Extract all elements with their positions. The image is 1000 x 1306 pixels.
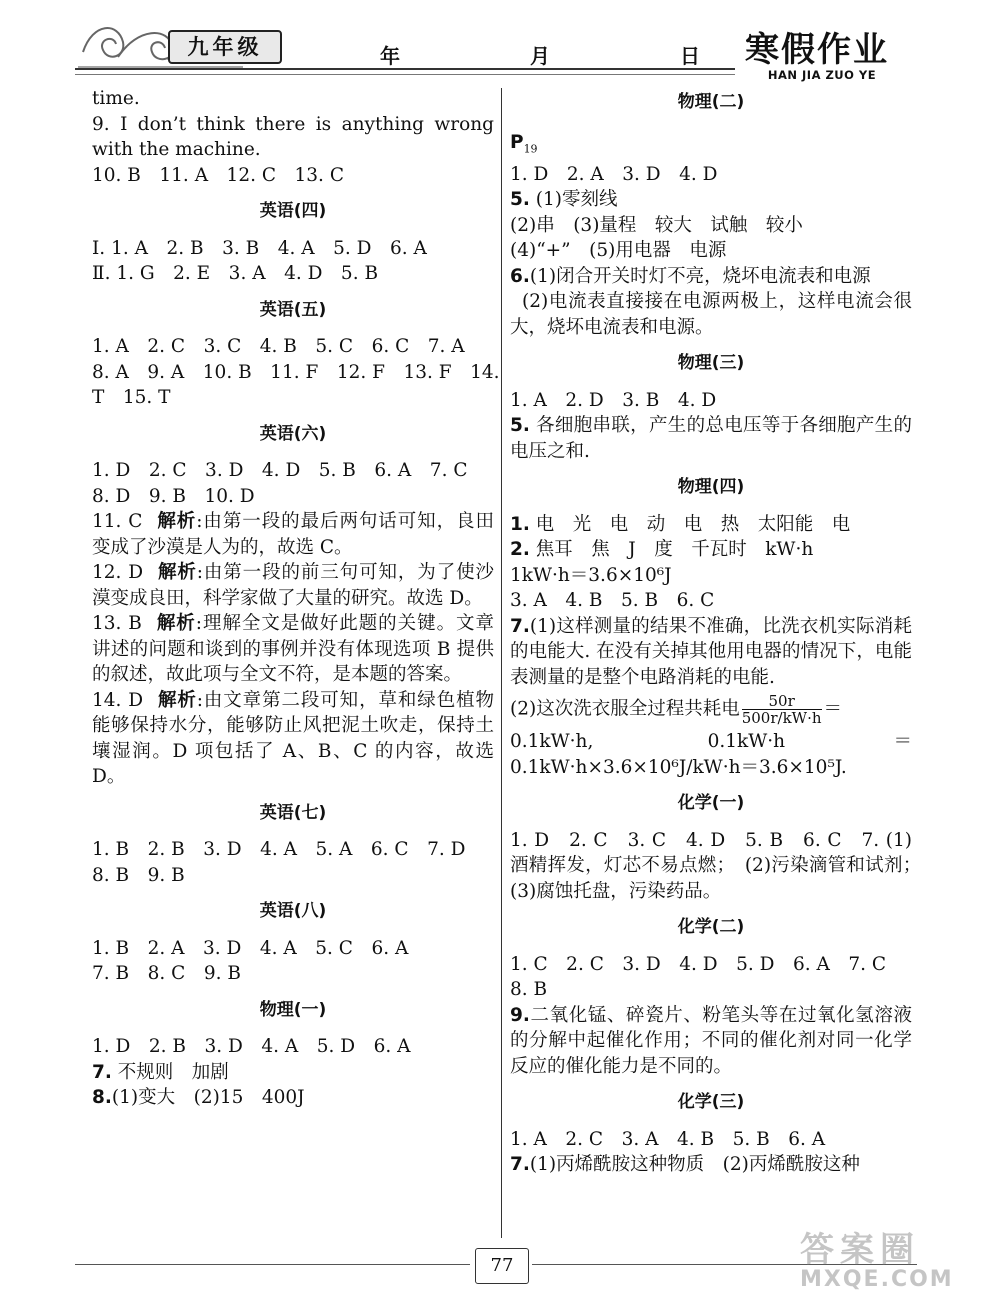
- answer-line: 1. A 2. D 3. B 4. D: [510, 389, 717, 411]
- explanation-text: :由第一段的前三句可知，为了使沙漠变成良田，科学家做了大量的研究。故选 D。: [92, 562, 494, 609]
- formula-equals: ＝: [823, 698, 843, 720]
- section-title-english-5: 英语(五): [259, 299, 327, 320]
- section-title-physics-2: 物理(二): [677, 92, 745, 112]
- section-title-english-4: 英语(四): [259, 201, 327, 221]
- watermark-text: 答案圈: [800, 1230, 920, 1270]
- answer-line: 8. A 9. A 10. B 11. F 12. F 13. F 14.: [92, 361, 500, 383]
- explanation-11: [92, 509, 494, 560]
- answer-line: [510, 264, 912, 290]
- answer-number: 5.: [510, 189, 530, 211]
- answer-line: 1. D 2. B 3. D 4. A 5. D 6. A: [92, 1036, 411, 1057]
- answer-line: Ⅰ. 1. A 2. B 3. B 4. A 5. D 6. A: [92, 237, 427, 259]
- answer-text: (1)零刻线: [535, 189, 618, 211]
- answer-number: 12. D: [92, 562, 144, 583]
- answer-line: [510, 187, 912, 213]
- page-reference-letter: P: [510, 131, 524, 153]
- answer-line: 1. B 2. B 3. D 4. A 5. A 6. C 7. D: [92, 839, 466, 860]
- fraction-denominator: 500r/kW·h: [741, 709, 822, 728]
- answer-text: 不规则 加剧: [117, 1061, 229, 1083]
- explanation-label: 解析: [157, 689, 197, 711]
- answer-line: 8. B: [510, 979, 548, 1001]
- answer-line: 9. I don’t think there is anything wrong with the machine.: [92, 113, 494, 160]
- answer-number: 1.: [510, 513, 530, 535]
- answer-line: Ⅱ. 1. G 2. E 3. A 4. D 5. B: [92, 263, 379, 284]
- answer-line: [510, 614, 912, 691]
- answer-number: 11. C: [92, 511, 143, 532]
- answer-line: 3. A 4. B 5. B 6. C: [510, 590, 715, 612]
- answer-number: 9.: [510, 1004, 530, 1026]
- explanation-label: 解析: [156, 511, 197, 532]
- page-reference-number: 19: [523, 142, 538, 156]
- answer-line: (2)电流表直接接在电源两极上，这样电流会很大，烧坏电流表和电源。: [510, 291, 912, 338]
- section-title-chemistry-2: 化学(二): [677, 917, 745, 938]
- answer-line: T 15. T: [92, 387, 171, 408]
- answer-line: 1. D 2. C 3. C 4. D 5. B 6. C 7. (1)酒精挥发，灯芯不易点燃； (2)污染滴管和试剂； (3)腐蚀托盘，污染药品。: [510, 829, 931, 902]
- answer-number: 14. D: [92, 689, 144, 711]
- answer-line: [92, 1085, 494, 1111]
- answer-line: 1. A 2. C 3. C 4. B 5. C 6. C 7. A: [92, 336, 465, 357]
- answer-line: 1kW·h＝3.6×10⁶J: [510, 564, 672, 586]
- answer-line: [510, 1152, 912, 1178]
- brand-subtitle: HAN JIA ZUO YE: [767, 68, 877, 82]
- page-reference: [510, 130, 912, 162]
- answer-line: 1. A 2. C 3. A 4. B 5. B 6. A: [510, 1128, 826, 1150]
- answer-line: (4)“+” (5)用电器 电源: [510, 240, 727, 262]
- formula-prefix: (2)这次洗衣服全过程共耗电: [510, 698, 740, 720]
- answer-text: 各细胞串联，产生的总电压等于各细胞产生的电压之和.: [510, 415, 912, 462]
- header-rule-thin: [75, 74, 735, 75]
- fraction: [742, 693, 822, 726]
- answer-line: 7. B 8. C 9. B: [92, 963, 241, 984]
- brand-title: 寒假作业: [745, 30, 889, 70]
- answer-line: 1. D 2. C 3. D 4. D 5. B 6. A 7. C: [92, 460, 468, 481]
- answer-line: (2)串 (3)量程 较大 试触 较小: [510, 214, 803, 236]
- explanation-14: [92, 688, 494, 790]
- formula-line: [510, 693, 912, 726]
- fraction-numerator: 50r: [742, 693, 822, 710]
- answer-line: 0.1kW·h, 0.1kW·h＝0.1kW·h×3.6×10⁶J/kW·h＝3.6×10⁵J.: [510, 731, 912, 778]
- answer-text: (1)闭合开关时灯不亮，烧坏电流表和电源: [529, 265, 871, 287]
- answer-number: 6.: [510, 265, 530, 287]
- right-column: [510, 86, 931, 1178]
- answer-line: [510, 413, 912, 464]
- section-title-english-8: 英语(八): [259, 901, 327, 921]
- explanation-13: [92, 611, 494, 688]
- answer-text: (1)这样测量的结果不准确，比洗衣机实际消耗的电能大. 在没有关掉其他用电器的情况下，电能表测量的是整个电路消耗的电能.: [510, 615, 912, 688]
- answer-number: 7.: [92, 1061, 112, 1083]
- answer-line: 8. B 9. B: [92, 864, 185, 886]
- answer-number: 5.: [510, 415, 530, 437]
- answer-line: 8. D 9. B 10. D: [92, 485, 255, 507]
- answer-text: 焦耳 焦 J 度 千瓦时 kW·h: [535, 539, 814, 561]
- explanation-12: [92, 560, 494, 611]
- watermark-logo: [800, 1222, 990, 1302]
- section-title-english-6: 英语(六): [259, 423, 327, 444]
- answer-number: 13. B: [92, 613, 142, 634]
- answer-line: 1. C 2. C 3. D 4. D 5. D 6. A 7. C: [510, 953, 887, 975]
- answer-number: 7.: [510, 1154, 530, 1176]
- explanation-text: :由第一段的最后两句话可知，良田变成了沙漠是人为的，故选 C。: [92, 511, 494, 558]
- date-day: 日: [680, 44, 700, 68]
- answer-text: (1)丙烯酰胺这种物质 (2)丙烯酰胺这种: [529, 1154, 860, 1176]
- section-title-chemistry-1: 化学(一): [677, 793, 745, 814]
- section-title-physics-1: 物理(一): [259, 999, 327, 1020]
- grade-label: 九年级: [168, 30, 282, 64]
- answer-text: (1)变大 (2)15 400J: [111, 1087, 305, 1108]
- header-rule: [75, 68, 735, 70]
- answer-line: [510, 537, 912, 563]
- answer-number: 2.: [510, 539, 530, 561]
- answer-line: 1. B 2. A 3. D 4. A 5. C 6. A: [92, 937, 409, 959]
- left-column: [92, 86, 500, 1111]
- section-title-physics-4: 物理(四): [677, 477, 745, 498]
- section-title-physics-3: 物理(三): [677, 353, 745, 374]
- explanation-text: :理解全文是做好此题的关键。文章讲述的问题和谈到的事例并没有体现选项 B 提供的叙述，故此项与全文不符，是本题的答案。: [92, 613, 494, 685]
- explanation-text: :由文章第二段可知，草和绿色植物能够保持水分，能够防止风把泥土吹走，保持土壤湿润。D 项包括了 A、B、C 的内容，故选 D。: [92, 689, 494, 787]
- page-number: 77: [475, 1248, 529, 1284]
- section-title-english-7: 英语(七): [259, 802, 327, 823]
- explanation-label: 解析: [157, 562, 197, 583]
- date-year: 年: [380, 44, 400, 68]
- answer-number: 7.: [510, 615, 530, 637]
- footer-rule-left: [75, 1264, 470, 1265]
- explanation-label: 解析: [155, 613, 196, 634]
- watermark-url: MXQE.COM: [800, 1267, 954, 1292]
- column-divider: [501, 88, 502, 1238]
- answer-line: [510, 1003, 912, 1080]
- answer-line: [510, 512, 912, 538]
- date-month: 月: [530, 44, 550, 68]
- answer-line: [92, 1060, 494, 1086]
- answer-line: 10. B 11. A 12. C 13. C: [92, 164, 344, 186]
- answer-line: 1. D 2. A 3. D 4. D: [510, 163, 718, 185]
- answer-text: 电 光 电 动 电 热 太阳能 电: [535, 513, 851, 535]
- answer-line: time.: [92, 88, 140, 109]
- section-title-chemistry-3: 化学(三): [677, 1092, 745, 1113]
- answer-text: 二氧化锰、碎瓷片、粉笔头等在过氧化氢溶液的分解中起催化作用；不同的催化剂对同一化学反应的催化能力是不同的。: [510, 1004, 912, 1077]
- date-line: [340, 40, 740, 69]
- answer-number: 8.: [92, 1087, 112, 1108]
- page-header: [0, 0, 1000, 85]
